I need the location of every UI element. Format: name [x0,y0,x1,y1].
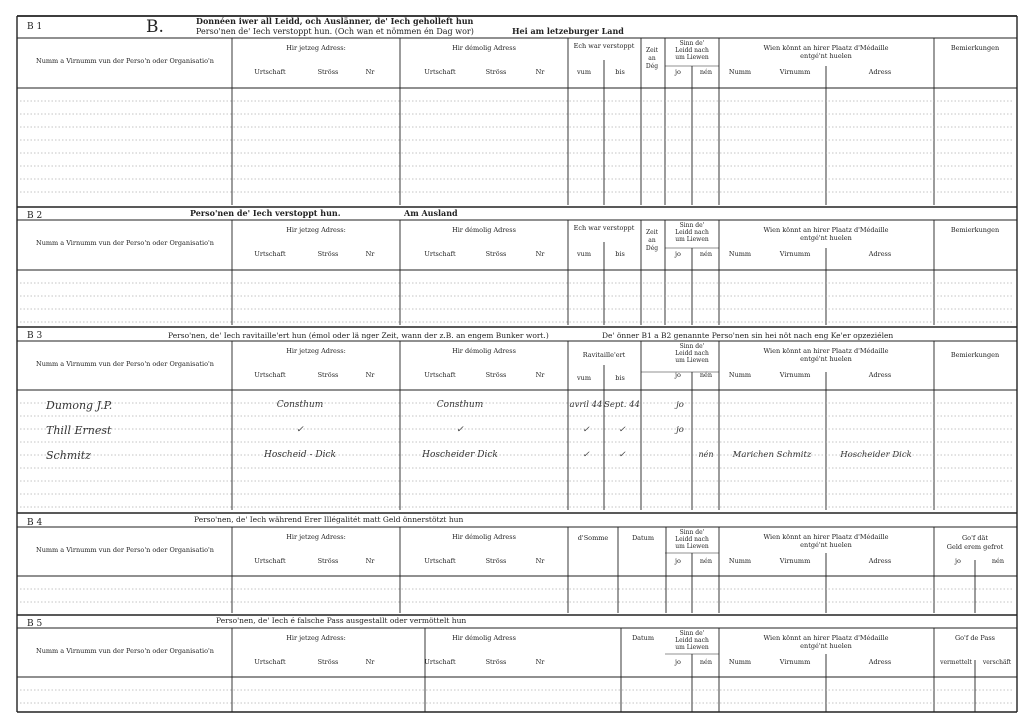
header-yes: jo [675,371,681,379]
entry-former-place: ✓ [456,425,464,435]
section-title-extra: Am Ausland [404,208,458,218]
header-yes: jo [955,557,961,565]
header-alive: Sinn de' [679,529,705,536]
header-street: Ströss [485,68,507,76]
entry-medal-name: Marichen Schmitz [732,450,812,460]
header-former-address: Hir démolig Adress [452,44,516,52]
header-issued: vermettelt [940,659,972,666]
header-nr: Nr [365,250,375,258]
header-place: Urtschaft [254,68,286,76]
header-date: Datum [631,534,655,542]
section-title: Perso'nen, de' Iech während Erer Illégalitét matt Geld önnerstötzt hun [194,515,464,524]
header-alive: um Liewen [675,54,709,61]
header-no: nén [699,557,713,565]
header-alive: Sinn de' [679,222,705,229]
header-money: Go'f dät [961,534,989,542]
header-alive: Leidd nach [675,637,709,644]
header-alive: um Liewen [675,644,709,651]
entry-name: Dumong J.P. [46,399,113,412]
entry-no: nén [698,450,714,459]
header-medal: Wien könnt an hirer Plaatz d'Médaille [763,533,889,541]
entry-current-place: ✓ [296,425,304,435]
entry-current-place: Hoscheid - Dick [263,450,337,460]
header-former-address: Hir démolig Adress [452,634,516,642]
header-medal: entgé'nt huelen [800,541,852,549]
header-until: bis [615,250,625,258]
section-letter: B. [146,17,164,37]
header-yes: jo [675,557,681,565]
entry-until: ✓ [618,425,626,435]
header-name: Numm a Virnumm vun der Perso'n oder Organisatio'n [36,647,214,655]
header-time: Dég [645,245,659,252]
header-medal-name: Numm [728,557,752,565]
header-remarks: Bemierkungen [950,351,1000,359]
header-from: vum [576,374,592,382]
entry-former-place: Hoscheider Dick [422,450,498,460]
header-date: Datum [631,634,655,642]
header-alive: Leidd nach [675,47,709,54]
header-remarks: Bemierkungen [950,44,1000,52]
header-nr: Nr [535,658,545,666]
entry-current-place: Consthum [276,400,324,410]
header-former-address: Hir démolig Adress [452,347,516,355]
header-medal-first: Virnumm [779,557,811,565]
header-street: Ströss [485,658,507,666]
entry-from: ✓ [582,425,590,435]
header-time: Dég [645,63,659,70]
header-obtained: verschäft [982,659,1012,666]
header-nr: Nr [365,658,375,666]
header-hidden: Ech war verstoppt [573,224,635,232]
header-nr: Nr [365,371,375,379]
header-medal-first: Virnumm [779,658,811,666]
section-subtitle: Perso'nen de' Iech verstoppt hun. (Och wan et nömmen én Dag wor) [196,27,474,36]
header-alive: um Liewen [675,236,709,243]
header-street: Ströss [317,371,339,379]
section-code: B 5 [27,619,43,629]
header-money: Geld erem gefrot [946,543,1004,551]
header-medal-name: Numm [728,250,752,258]
header-from: vum [576,68,592,76]
section-title-extra: De' önner B1 a B2 genannte Perso'nen sin hei nöt nach eng Ke'er opzeziélen [602,331,894,340]
entry-medal-address: Hoscheider Dick [840,450,912,460]
header-time: an [648,55,656,62]
header-supplied: Ravitaille'ert [582,351,626,359]
section-title: Donnéen iwer all Leidd, och Auslänner, de' Iech geholleft hun [196,16,474,26]
entry-name: Thill Ernest [46,424,112,437]
header-alive: Leidd nach [675,536,709,543]
entry-yes: jo [676,425,684,435]
header-name: Numm a Virnumm vun der Perso'n oder Organisatio'n [36,546,214,554]
header-name: Numm a Virnumm vun der Perso'n oder Organisatio'n [36,57,214,65]
header-current-address: Hir jetzeg Adress: [286,226,346,234]
header-yes: jo [675,250,681,258]
header-nr: Nr [535,371,545,379]
header-place: Urtschaft [254,250,286,258]
entry-until: Sept. 44 [604,400,640,410]
header-medal: Wien könnt an hirer Plaatz d'Médaille [763,226,889,234]
section-code: B 3 [27,331,43,341]
header-until: bis [615,374,625,382]
header-nr: Nr [535,557,545,565]
header-no: nén [699,250,713,258]
header-medal: entgé'nt huelen [800,52,852,60]
header-medal-address: Adress [868,250,892,258]
header-street: Ströss [485,371,507,379]
header-place: Urtschaft [254,557,286,565]
header-medal-name: Numm [728,658,752,666]
header-no: nén [699,371,713,379]
header-nr: Nr [535,250,545,258]
header-medal-address: Adress [868,68,892,76]
header-medal-address: Adress [868,557,892,565]
entry-yes: jo [676,400,684,410]
header-medal-first: Virnumm [779,371,811,379]
header-place: Urtschaft [424,250,456,258]
header-nr: Nr [535,68,545,76]
header-time: Zeit [645,229,659,236]
entry-from: ✓ [582,450,590,460]
header-medal: entgé'nt huelen [800,234,852,242]
header-alive: Sinn de' [679,40,705,47]
header-no: nén [991,557,1005,565]
section-title: Perso'nen, de' Iech ravitaille'ert hun (émol oder lä nger Zeit, wann der z.B. an engem Bunker wort.) [168,331,549,340]
header-place: Urtschaft [424,557,456,565]
header-alive: Leidd nach [675,350,709,357]
header-place: Urtschaft [254,658,286,666]
header-nr: Nr [365,68,375,76]
header-medal-first: Virnumm [779,250,811,258]
header-alive: um Liewen [675,357,709,364]
header-until: bis [615,68,625,76]
header-street: Ströss [317,658,339,666]
header-hidden: Ech war verstoppt [573,42,635,50]
header-name: Numm a Virnumm vun der Perso'n oder Organisatio'n [36,360,214,368]
header-remarks: Bemierkungen [950,226,1000,234]
entry-from: avril 44 [569,400,603,410]
header-current-address: Hir jetzeg Adress: [286,44,346,52]
header-medal: Wien könnt an hirer Plaatz d'Médaille [763,634,889,642]
header-alive: Leidd nach [675,229,709,236]
header-time: Zeit [645,47,659,54]
header-medal-name: Numm [728,371,752,379]
header-amount: d'Somme [577,534,609,542]
header-street: Ströss [317,557,339,565]
header-from: vum [576,250,592,258]
header-medal-name: Numm [728,68,752,76]
header-alive: Sinn de' [679,630,705,637]
header-time: an [648,237,656,244]
header-street: Ströss [317,68,339,76]
header-former-address: Hir démolig Adress [452,226,516,234]
header-street: Ströss [485,250,507,258]
header-former-address: Hir démolig Adress [452,533,516,541]
header-no: nén [699,658,713,666]
header-medal: Wien könnt an hirer Plaatz d'Médaille [763,347,889,355]
header-name: Numm a Virnumm vun der Perso'n oder Organisatio'n [36,239,214,247]
header-street: Ströss [317,250,339,258]
entry-until: ✓ [618,450,626,460]
header-current-address: Hir jetzeg Adress: [286,634,346,642]
header-current-address: Hir jetzeg Adress: [286,347,346,355]
header-street: Ströss [485,557,507,565]
section-code: B 2 [27,211,43,221]
section-code: B 1 [27,22,43,32]
header-medal-first: Virnumm [779,68,811,76]
header-medal: entgé'nt huelen [800,355,852,363]
header-medal-address: Adress [868,371,892,379]
section-title-extra: Hei am letzeburger Land [512,26,624,36]
entry-former-place: Consthum [436,400,484,410]
header-place: Urtschaft [424,658,456,666]
header-alive: Sinn de' [679,343,705,350]
header-place: Urtschaft [424,371,456,379]
section-code: B 4 [27,518,43,528]
header-no: nén [699,68,713,76]
header-medal: Wien könnt an hirer Plaatz d'Médaille [763,44,889,52]
header-place: Urtschaft [424,68,456,76]
header-medal: entgé'nt huelen [800,642,852,650]
header-nr: Nr [365,557,375,565]
header-place: Urtschaft [254,371,286,379]
header-pass: Go'f de Pass [954,634,996,642]
header-alive: um Liewen [675,543,709,550]
header-current-address: Hir jetzeg Adress: [286,533,346,541]
entry-name: Schmitz [46,449,91,462]
header-medal-address: Adress [868,658,892,666]
section-title: Perso'nen de' Iech verstoppt hun. [190,208,341,218]
header-yes: jo [675,68,681,76]
section-title: Perso'nen, de' Iech é falsche Pass ausgestallt oder vermöttelt hun [216,616,467,625]
header-yes: jo [675,658,681,666]
